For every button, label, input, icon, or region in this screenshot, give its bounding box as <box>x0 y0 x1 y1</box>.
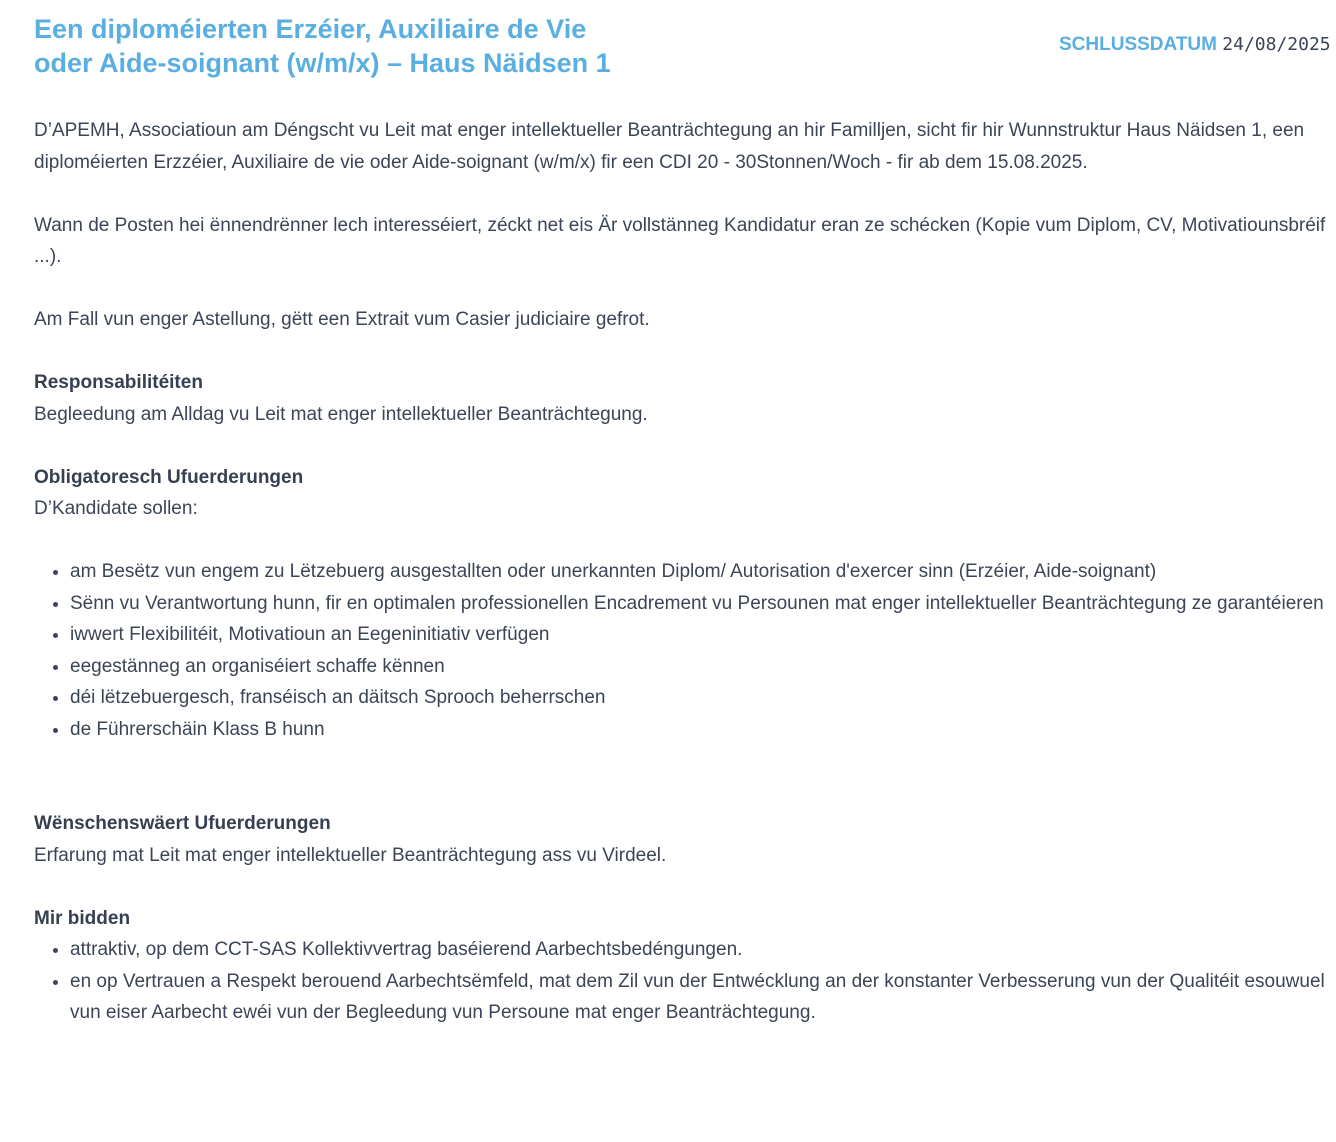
mandatory-heading: Obligatoresch Ufuerderungen <box>34 466 304 488</box>
list-item: • Sënn vu Verantwortung hunn, fir en optimalen professionellen Encadrement vu Persounen mat enger intellektueller Beanträchtegung ze garantéieren <box>70 588 1334 620</box>
responsibilities-text: Begleedung am Alldag vu Leit mat enger intellektueller Beanträchtegung. <box>34 403 648 425</box>
intro-paragraph-2: Wann de Posten hei ënnendrënner lech interesséiert, zéckt net eis Är vollstänneg Kandidatur eran ze schécken (Kopie vum Diplom, CV, Motivatiounsbréif ...). <box>34 214 1326 267</box>
list-item: • déi lëtzebuergesch, franséisch an däitsch Sprooch beherrschen <box>70 682 1334 714</box>
deadline-value: 24/08/2025 <box>1222 34 1331 55</box>
mandatory-list <box>34 556 1334 745</box>
desired-text: Erfarung mat Leit mat enger intellektueller Beanträchtegung ass vu Virdeel. <box>34 844 667 866</box>
offer-list <box>34 934 1334 1029</box>
job-title-line-1: Een diploméierten Erzéier, Auxiliaire de Vie <box>34 14 587 44</box>
mandatory-intro: D’Kandidate sollen: <box>34 498 198 519</box>
list-item: • eegestänneg an organiséiert schaffe kënnen <box>70 651 1334 683</box>
intro-paragraph-3: Am Fall vun enger Astellung, gëtt een Extrait vum Casier judiciaire gefrot. <box>34 309 650 330</box>
list-item: • iwwert Flexibilitéit, Motivatioun an Eegeninitiativ verfügen <box>70 619 1334 651</box>
job-title-line-2: oder Aide-soignant (w/m/x) – Haus Näidsen 1 <box>34 48 611 78</box>
job-title <box>34 12 734 80</box>
list-item: • de Führerschäin Klass B hunn <box>70 714 1334 746</box>
desired-heading: Wënschenswäert Ufuerderungen <box>34 813 331 834</box>
responsibilities-heading: Responsabilitéiten <box>34 372 203 393</box>
list-item: • attraktiv, op dem CCT-SAS Kollektivvertrag baséierend Aarbechtsbedéngungen. <box>70 934 1334 966</box>
job-header <box>34 12 1336 80</box>
list-item: • en op Vertrauen a Respekt berouend Aarbechtsëmfeld, mat dem Zil vun der Entwécklung an der konstanter Verbesserung vun der Qualitéit esouwuel vun eiser Aarbecht ewéi vun der Begleedung vun Persoune mat enger Beanträchtegung. <box>70 966 1334 1029</box>
deadline-label: SCHLUSSDATUM <box>1059 34 1217 55</box>
offer-heading: Mir bidden <box>34 907 131 929</box>
deadline <box>1059 32 1331 58</box>
job-description <box>34 115 1334 1029</box>
intro-paragraph-1: D’APEMH, Associatioun am Déngscht vu Leit mat enger intellektueller Beanträchtegung an hir Familljen, sicht fir hir Wunnstruktur Haus Näidsen 1, een diploméierten Erzzéier, Auxiliaire de vie oder Aide-soignant (w/m/x) fir een CDI 20 - 30Stonnen/Woch - fir ab dem 15.08.2025. <box>34 120 1305 173</box>
list-item: • am Besëtz vun engem zu Lëtzebuerg ausgestallten oder unerkannten Diplom/ Autorisation d'exercer sinn (Erzéier, Aide-soignant) <box>70 556 1334 588</box>
